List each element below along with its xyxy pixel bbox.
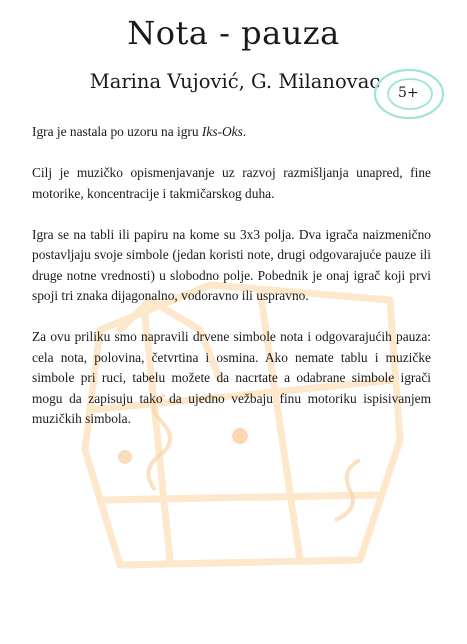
body-text	[32, 122, 431, 430]
paragraph-rules: Igra se na tabli ili papiru na kome su 3x3 polja. Dva igrača naizmenično postavljaju svoje simbole (jedan koristi note, drugi odgovarajuće pauze ili druge notne vrednosti) u slobodno polje. Pobednik je onaj igrač koji prvi spoji tri znaka dijagonalno, vodoravno ili uspravno.	[32, 226, 431, 303]
author-line: Marina Vujović, G. Milanovac	[89, 70, 381, 93]
dot-icon	[118, 450, 132, 464]
dot-icon	[232, 428, 248, 444]
age-badge: 5+	[398, 85, 419, 101]
paragraph-intro: Igra je nastala po uzoru na igru Iks-Oks.	[32, 124, 247, 139]
game-name: Iks-Oks	[201, 124, 243, 139]
page-title: Nota - pauza	[127, 14, 340, 52]
paragraph-goal: Cilj je muzičko opismenjavanje uz razvoj razmišljanja unapred, fine motorike, koncentracije i takmičarskog duha.	[32, 165, 431, 201]
paragraph-symbols: Za ovu priliku smo napravili drvene simbole nota i odgovarajućih pauza: cela nota, polovina, četvrtina i osmina. Ako nemate tablu i muzičke simbole pri ruci, tabelu možete da nacrtate a odabrane simbole igrači mogu da zapisuju tako da ujedno vežbaju finu motoriku ispisivanjem muzičkih simbola.	[32, 329, 431, 426]
